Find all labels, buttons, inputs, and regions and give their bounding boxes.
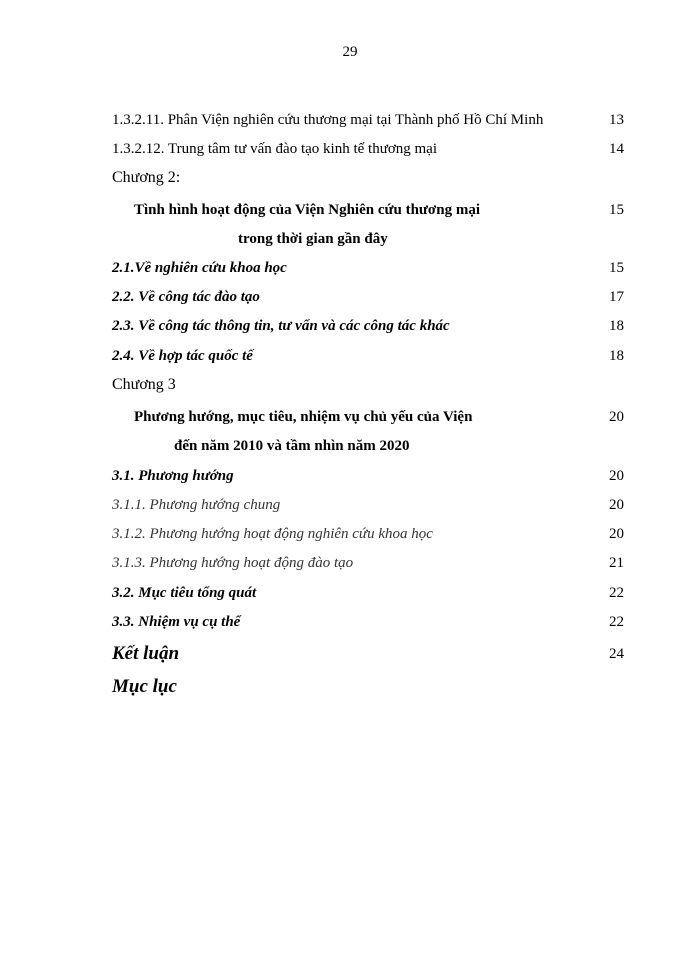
- toc-chapter-heading: [112, 373, 624, 397]
- toc-entry-page: 20: [609, 526, 624, 542]
- toc-entry: [112, 314, 624, 338]
- toc-entry-page: 14: [609, 141, 624, 157]
- toc-entry-label: trong thời gian gần đây: [238, 231, 388, 247]
- toc-entry-label: 3.3. Nhiệm vụ cụ thể: [112, 614, 241, 630]
- toc-entry-label: 1.3.2.12. Trung tâm tư vấn đào tạo kinh tế thương mại: [112, 141, 438, 157]
- toc-entry-label: 2.1.Về nghiên cứu khoa học: [112, 260, 287, 276]
- toc-entry-label: 3.1. Phương hướng: [112, 468, 234, 484]
- toc-entry-page: 24: [609, 646, 624, 662]
- toc-entry: [112, 344, 624, 368]
- toc-entry-page: 15: [609, 202, 624, 218]
- page-number: 29: [342, 44, 358, 60]
- toc-entry-page: 20: [609, 468, 624, 484]
- toc-chapter-title: [112, 227, 624, 251]
- toc-entry-label: 2.4. Về hợp tác quốc tế: [112, 348, 253, 364]
- toc-entry-label: 2.3. Về công tác thông tin, tư vấn và các công tác khác: [112, 318, 450, 334]
- toc-chapter-heading: [112, 166, 624, 190]
- toc-entry: [112, 464, 624, 488]
- toc-entry-label: Phương hướng, mục tiêu, nhiệm vụ chủ yếu của Viện: [134, 409, 473, 425]
- toc-entry: [112, 522, 624, 546]
- toc-entry-label: 1.3.2.11. Phân Viện nghiên cứu thương mại tại Thành phố Hồ Chí Minh: [112, 112, 544, 128]
- toc-chapter-title: [112, 198, 624, 222]
- toc-entry: [112, 256, 624, 280]
- toc-entry: [112, 108, 624, 132]
- toc-entry: [112, 137, 624, 161]
- toc-entry-label: 3.2. Mục tiêu tổng quát: [112, 585, 257, 601]
- toc-entry-page: 22: [609, 585, 624, 601]
- toc-entry-page: 18: [609, 318, 624, 334]
- toc-entry-label: 3.1.2. Phương hướng hoạt động nghiên cứu khoa học: [112, 526, 433, 542]
- toc-entry-page: 15: [609, 260, 624, 276]
- toc-entry: [112, 610, 624, 634]
- toc-entry-page: 17: [609, 289, 624, 305]
- toc-entry-contents: [112, 673, 624, 701]
- toc-entry: [112, 493, 624, 517]
- toc-entry-page: 20: [609, 497, 624, 513]
- toc-entry-label: Chương 2:: [112, 169, 181, 186]
- toc-chapter-title: [112, 405, 624, 429]
- toc-entry-page: 18: [609, 348, 624, 364]
- toc-entry-label: 2.2. Về công tác đào tạo: [112, 289, 260, 305]
- toc-entry-page: 13: [609, 112, 624, 128]
- toc-entry-label: 3.1.1. Phương hướng chung: [112, 497, 281, 513]
- toc-entry-label: Chương 3: [112, 376, 176, 393]
- toc-entry-label: Tình hình hoạt động của Viện Nghiên cứu thương mại: [134, 202, 480, 218]
- toc-entry-label: Mục lục: [112, 676, 177, 697]
- toc-entry: [112, 285, 624, 309]
- toc-entry-page: 22: [609, 614, 624, 630]
- toc-entry-conclusion: [112, 640, 624, 668]
- toc-entry: [112, 581, 624, 605]
- toc-chapter-title: [112, 434, 624, 458]
- toc-entry-label: đến năm 2010 và tầm nhìn năm 2020: [174, 438, 410, 454]
- toc-entry-page: 20: [609, 409, 624, 425]
- toc-entry-label: Kết luận: [112, 643, 180, 664]
- toc-entry: [112, 551, 624, 575]
- toc-entry-label: 3.1.3. Phương hướng hoạt động đào tạo: [112, 555, 354, 571]
- toc-entry-page: 21: [609, 555, 624, 571]
